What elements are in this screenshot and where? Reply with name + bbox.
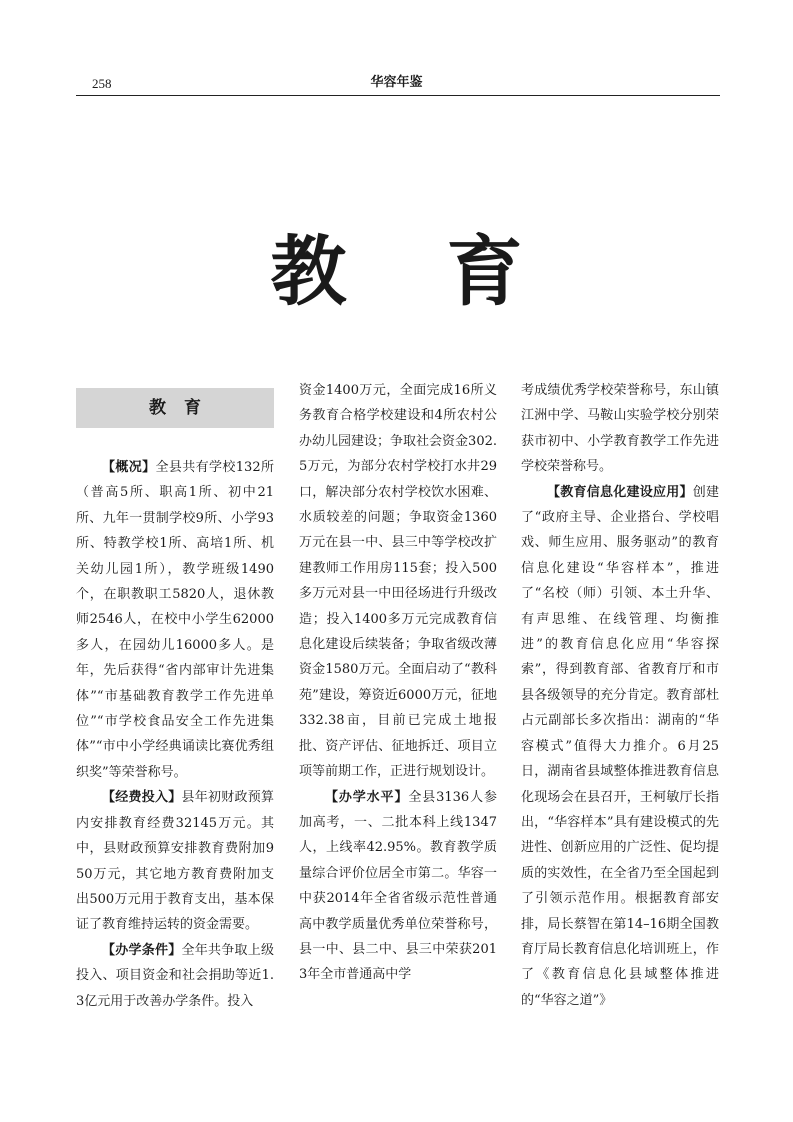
- text-column-3: [521, 378, 719, 1013]
- paragraph-text: 县年初财政预算内安排教育经费32145万元。其中，县财政预算安排教育费附加950万元，其它地方教育费附加支出500万元用于教育支出，基本保证了教育维持运转的资金需要。: [76, 790, 274, 933]
- paragraph-text: 全县共有学校132所（普高5所、职高1所、初中21所、九年一贯制学校9所、小学93所、特教学校1所、高培1所、机关幼儿园1所），教学班级1490个，在职教职工5820人，退休教师2546人，在校中小学生62000多人，在园幼儿16000多人。是年，先后获得“省内部审计先进集体”“市基础教育教学工作先进单位”“市学校食品安全工作先进集体”“市中小学经典诵读比赛优秀组织奖”等荣誉称号。: [76, 460, 274, 780]
- paragraph-heading: 【教育信息化建设应用】: [547, 484, 693, 500]
- paragraph-text: 创建了“政府主导、企业搭台、学校唱戏、师生应用、服务驱动”的教育信息化建设“华容样本”，推进了“名校（师）引领、本土升华、有声思维、在线管理、均衡推进”的教育信息化应用“华容探索”，得到教育部、省教育厅和市县各级领导的充分肯定。教育部杜占元副部长多次指出：湖南的“华容模式”值得大力推介。6月25日，湖南省县域整体推进教育信息化现场会在县召开，王柯敏厅长指出，“华容样本”具有建设模式的先进性、创新应用的广泛性、促均提质的实效性，在全省乃至全国起到了引领示范作用。根据教育部安排，局长蔡智在第14–16期全国教育厅局长教育信息化培训班上，作了《教育信息化县域整体推进的“华容之道”》: [521, 484, 719, 1008]
- section-banner: [76, 388, 274, 428]
- paragraph-text: 考成绩优秀学校荣誉称号，东山镇江洲中学、马鞍山实验学校分别荣获市初中、小学教育教学工作先进学校荣誉称号。: [521, 383, 719, 475]
- paragraph-conditions: [76, 938, 274, 1014]
- header-divider: [76, 95, 720, 96]
- paragraph-text: 全年共争取上级投入、项目资金和社会捐助等近1.3亿元用于改善办学条件。投入: [76, 942, 274, 1009]
- paragraph-school-level: [299, 785, 497, 988]
- paragraph-heading: 【办学条件】: [102, 942, 182, 958]
- paragraph-heading: 【办学水平】: [325, 789, 409, 805]
- text-column-1: [76, 455, 274, 1014]
- paragraph-overview: [76, 455, 274, 785]
- paragraph-heading: 【经费投入】: [102, 790, 182, 806]
- running-header-title: 华容年鉴: [370, 75, 423, 90]
- page-number: 258: [92, 76, 112, 91]
- paragraph-school-level-continued: [521, 378, 719, 480]
- paragraph-funding: [76, 785, 274, 937]
- paragraph-text: 全县3136人参加高考，一、二批本科上线1347人，上线率42.95%。教育教学质量综合评价位居全市第二。华容一中获2014年全省省级示范性普通高中教学质量优秀单位荣誉称号，县一中、县二中、县三中荣获2013年全市普通高中学: [299, 789, 497, 983]
- text-column-2: [299, 378, 497, 988]
- section-title: 教育: [149, 398, 219, 418]
- paragraph-text: 资金1400万元，全面完成16所义务教育合格学校建设和4所农村公办幼儿园建设；争取社会资金302.5万元，为部分农村学校打水井29口，解决部分农村学校饮水困难、水质较差的问题；争取资金1360万元在县一中、县三中等学校改扩建教师工作用房115套；投入500多万元对县一中田径场进行升级改造；投入1400多万元完成教育信息化建设后续装备；争取省级改薄资金1580万元。全面启动了“教科苑”建设，筹资近6000万元，征地332.38亩，目前已完成土地报批、资产评估、征地拆迁、项目立项等前期工作，正进行规划设计。: [299, 383, 497, 780]
- chapter-title: 教育: [270, 227, 623, 316]
- paragraph-informatization: [521, 480, 719, 1014]
- paragraph-conditions-continued: [299, 378, 497, 785]
- paragraph-heading: 【概况】: [102, 460, 156, 475]
